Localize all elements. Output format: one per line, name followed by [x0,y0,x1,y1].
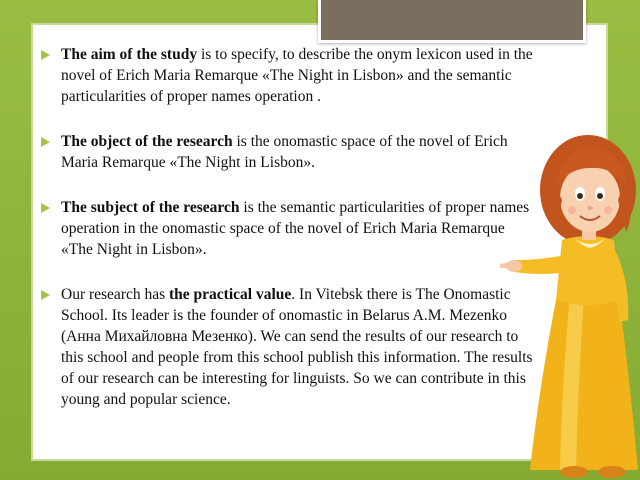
triangle-arrow-icon [41,137,50,147]
bullet-subject-heading: The subject of the research [61,199,240,216]
bullet-subject-text: is the semantic particularities of proper names operation in the onomastic space of the novel of Erich Maria Remarque «The Night in Lisbon». [61,199,530,258]
title-placeholder-box [318,0,586,43]
bullet-practical-pre: Our research has [61,286,170,303]
bullet-object-heading: The object of the research [61,133,233,150]
bullet-aim [39,44,539,107]
triangle-arrow-icon [41,290,50,300]
bullet-list [39,44,539,410]
bullet-practical-value [39,284,539,410]
triangle-arrow-icon [41,203,50,213]
bullet-aim-heading: The aim of the study [61,46,198,63]
bullet-practical-heading: the practical value [169,286,292,303]
pointing-cartoon-girl-icon [500,120,640,480]
bullet-object [39,131,539,173]
bullet-object-text: is the onomastic space of the novel of Erich Maria Remarque «The Night in Lisbon». [61,133,508,171]
bullet-practical-text: . In Vitebsk there is The Onomastic School. Its leader is the founder of onomastic in Belarus A.M. Mezenko (Анна Михайловна Мезенко). We can send the results of our research to this school and people from this school publish this information. The results of our research can be interesting for linguists. So we can contribute in this young and popular science. [61,286,533,408]
bullet-aim-text: is to specify, to describe the onym lexicon used in the novel of Erich Maria Remarque «The Night in Lisbon» and the semantic particularities of proper names operation . [61,46,533,105]
triangle-arrow-icon [41,50,50,60]
bullet-subject [39,197,539,260]
